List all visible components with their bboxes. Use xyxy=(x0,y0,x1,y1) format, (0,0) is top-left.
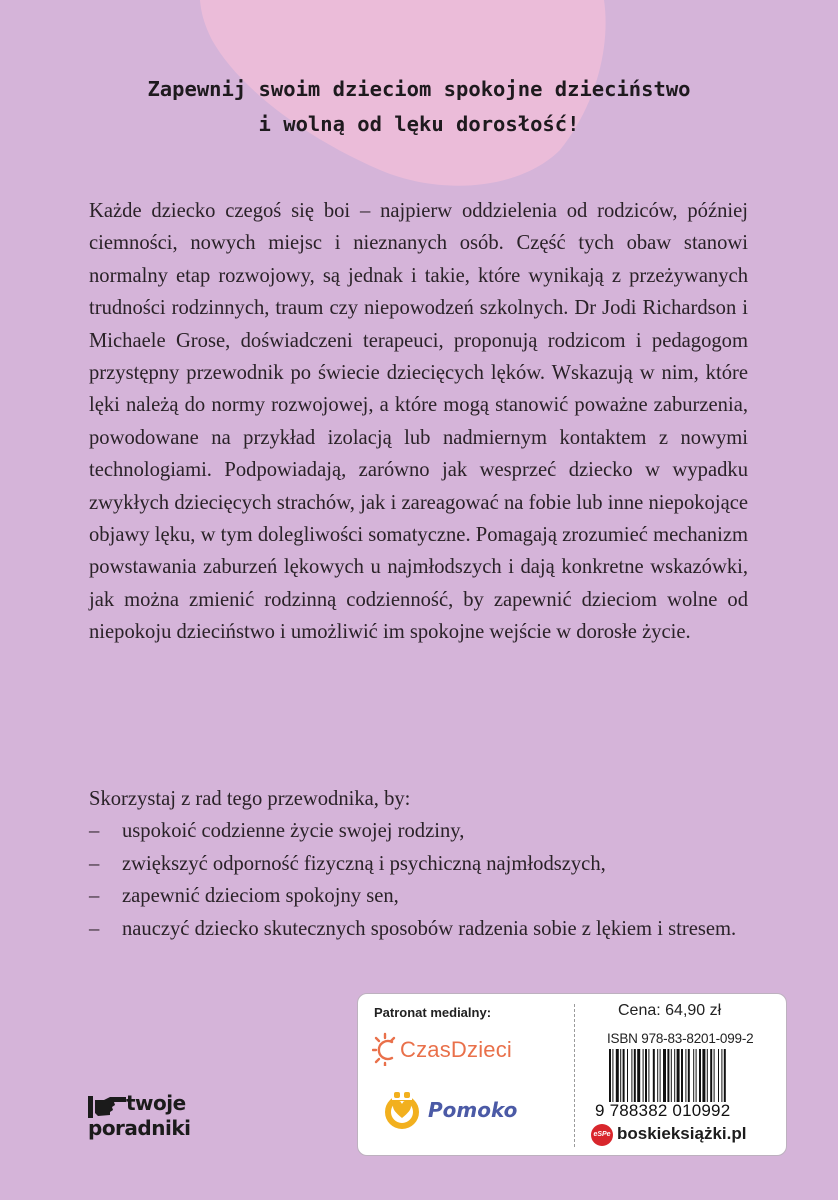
czasdzieci-text: CzasDzieci xyxy=(400,1037,513,1062)
book-description xyxy=(89,195,748,649)
pomoko-logo xyxy=(380,1088,560,1134)
list-item: – uspokoić codzienne życie swojej rodziny, xyxy=(89,815,769,847)
czasdzieci-logo xyxy=(372,1032,552,1070)
panel-divider xyxy=(574,1004,575,1147)
headline xyxy=(40,72,798,142)
description-paragraph: Każde dziecko czegoś się boi – najpierw oddzielenia od rodziców, później ciemności, nowych miejsc i nieznanych osób. Część tych obaw stanowi normalny etap rozwojowy, są jednak i takie, które wynikają z przeżywanych trudności rodzinnych, traum czy niepowodzeń szkolnych. Dr Jodi Richardson i Michaele Grose, doświadczeni terapeuci, proponują rodzicom i pedagogom przystępny przewodnik po świecie dziecięcych lęków. Wskazują w nim, które lęki należą do normy rozwojowej, a które mogą stanowić poważne zaburzenia, powodowane na przykład izolacją lub nadmiernym kontaktem z nowymi technologiami. Podpowiadają, zarówno jak wesprzeć dziecko w wypadku zwykłych dziecięcych strachów, jak i zareagować na fobie lub inne niepokojące objawy lęku, w tym dolegliwości somatyczne. Pomagają zrozumieć mechanizm powstawania zaburzeń lękowych u najmłodszych i dają konkretne wskazówki, jak można zmienić rodzinną codzienność, by zapewnić dzieciom wolne od niepokoju dzieciństwo i umożliwić im spokojne wejście w dorosłe życie. xyxy=(89,200,748,644)
patron-label: Patronat medialny: xyxy=(374,1005,492,1020)
heart-icon xyxy=(380,1088,424,1132)
isbn: ISBN 978-83-8201-099-2 xyxy=(607,1031,754,1046)
benefits-intro: Skorzystaj z rad tego przewodnika, by: xyxy=(89,788,411,810)
barcode-digits: 9 788382 010992 xyxy=(595,1101,731,1120)
list-item: – nauczyć dziecko skutecznych sposobów radzenia sobie z lękiem i stresem. xyxy=(89,913,769,945)
sun-icon xyxy=(372,1032,400,1066)
series-logo-line-2: poradniki xyxy=(88,1116,191,1140)
info-panel xyxy=(357,993,787,1156)
publisher-logo xyxy=(591,1122,781,1148)
benefits-list xyxy=(89,815,769,945)
headline-line-2: i wolną od lęku dorosłość! xyxy=(258,112,580,136)
series-logo xyxy=(88,1090,228,1160)
list-item: – zwiększyć odporność fizyczną i psychiczną najmłodszych, xyxy=(89,848,769,880)
benefits-section xyxy=(89,783,769,945)
list-item: – zapewnić dzieciom spokojny sen, xyxy=(89,880,769,912)
publisher-badge: eSPe xyxy=(591,1124,613,1146)
publisher-name: boskieksiążki.pl xyxy=(617,1124,747,1143)
price: Cena: 64,90 zł xyxy=(618,1002,722,1019)
barcode-icon xyxy=(607,1049,763,1102)
pomoko-text: Pomoko xyxy=(428,1098,518,1122)
series-logo-line-1: twoje xyxy=(126,1091,186,1115)
headline-line-1: Zapewnij swoim dzieciom spokojne dzieciństwo xyxy=(147,77,691,101)
pointing-hand-icon xyxy=(88,1096,128,1118)
